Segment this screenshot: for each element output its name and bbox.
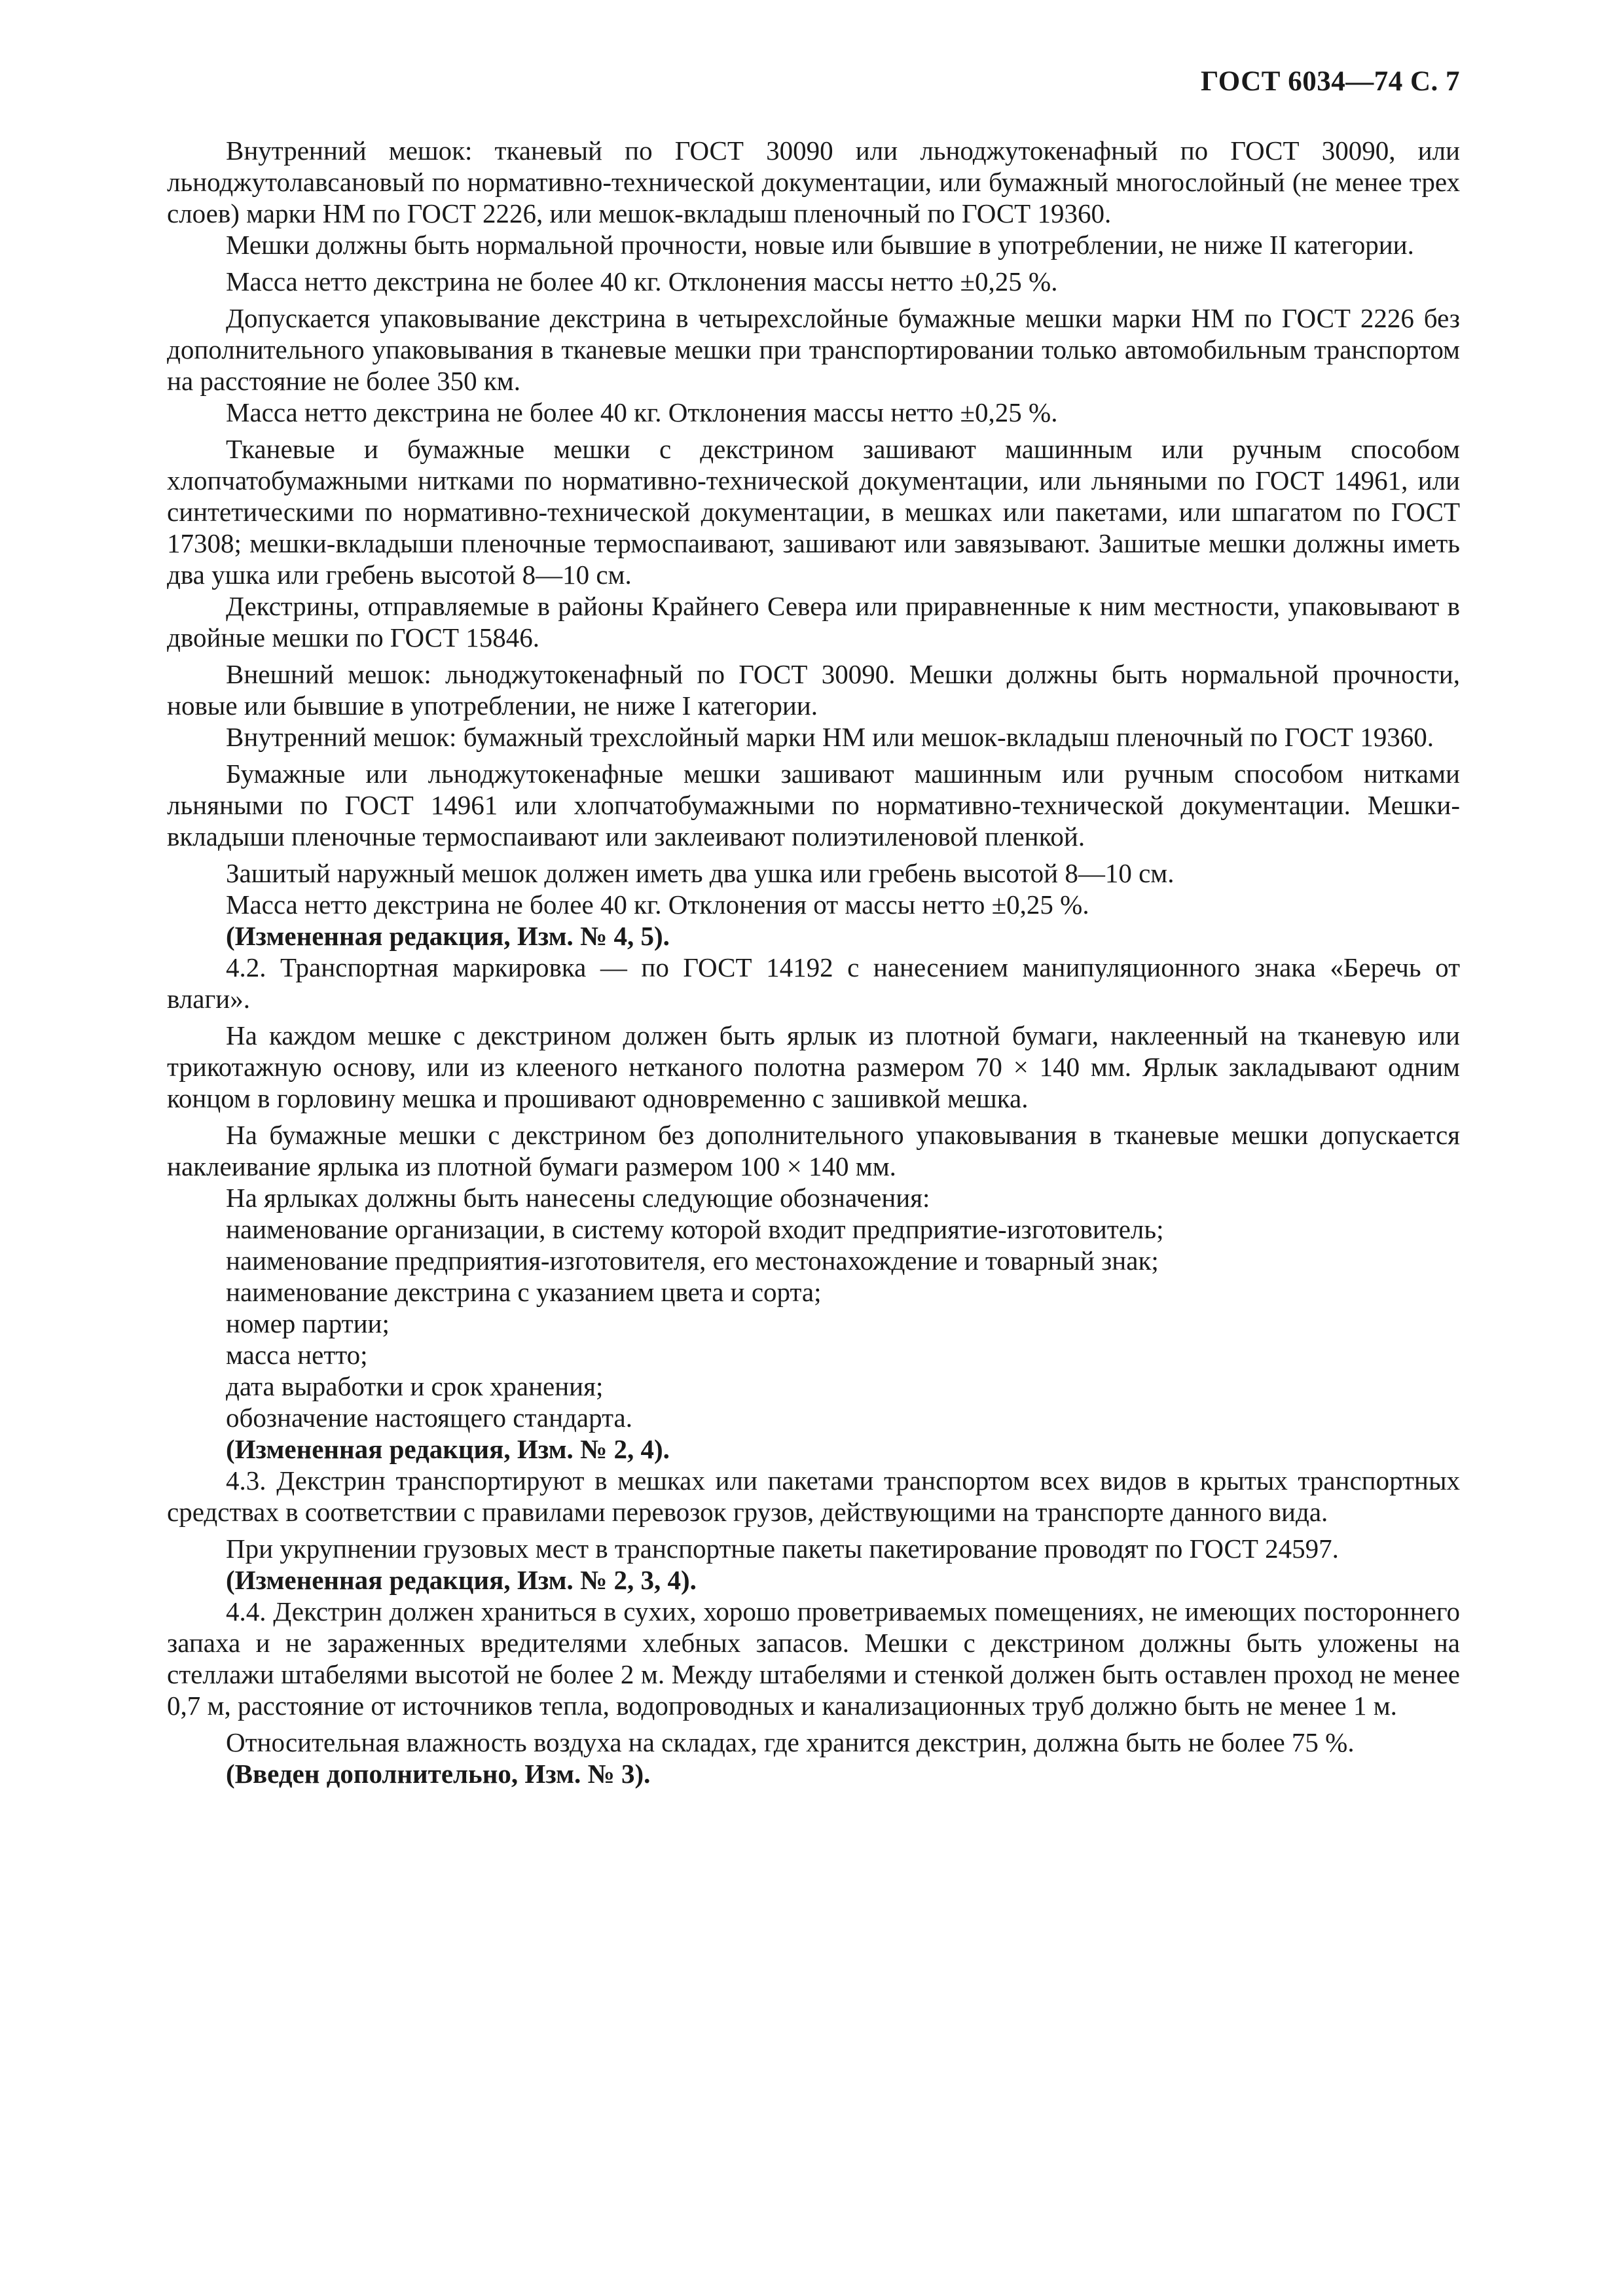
paragraph: Бумажные или льноджутокенафные мешки зашивают машинным или ручным способом нитками льняными по ГОСТ 14961 или хлопчатобумажными по нормативно-технической документации. Мешки-вкладыши пленочные термоспаивают или заклеивают полиэтиленовой пленкой. <box>167 759 1460 852</box>
list-item: наименование организации, в систему которой входит предприятие-изготовитель; <box>226 1214 1164 1244</box>
paragraph: Зашитый наружный мешок должен иметь два ушка или гребень высотой 8—10 см. <box>226 858 1175 888</box>
paragraph: Масса нетто декстрина не более 40 кг. Отклонения массы нетто ±0,25 %. <box>226 397 1058 427</box>
section-4-3: 4.3. Декстрин транспортируют в мешках или пакетами транспортом всех видов в крытых транспортных средствах в соответствии с правилами перевозок грузов, действующими на транспорте данного вида. <box>167 1465 1460 1527</box>
paragraph: Допускается упаковывание декстрина в четырехслойные бумажные мешки марки НМ по ГОСТ 2226 без дополнительного упаковывания в тканевые мешки при транспортировании только автомобильным транспортом на расстояние не более 350 км. <box>167 303 1460 396</box>
amendment-note: (Измененная редакция, Изм. № 2, 3, 4). <box>226 1565 697 1595</box>
paragraph: Мешки должны быть нормальной прочности, новые или бывшие в употреблении, не ниже II категории. <box>226 230 1414 260</box>
paragraph: Декстрины, отправляемые в районы Крайнего Севера или приравненные к ним местности, упаковывают в двойные мешки по ГОСТ 15846. <box>167 591 1460 653</box>
list-item: обозначение настоящего стандарта. <box>226 1403 632 1433</box>
paragraph: На бумажные мешки с декстрином без дополнительного упаковывания в тканевые мешки допускается наклеивание ярлыка из плотной бумаги размером 100 × 140 мм. <box>167 1120 1460 1181</box>
paragraph: При укрупнении грузовых мест в транспортные пакеты пакетирование проводят по ГОСТ 24597. <box>226 1534 1339 1564</box>
paragraph: Внешний мешок: льноджутокенафный по ГОСТ 30090. Мешки должны быть нормальной прочности, новые или бывшие в употреблении, не ниже I категории. <box>167 659 1460 721</box>
list-item: номер партии; <box>226 1308 390 1338</box>
paragraph: Масса нетто декстрина не более 40 кг. Отклонения от массы нетто ±0,25 %. <box>226 889 1089 920</box>
amendment-note: (Введен дополнительно, Изм. № 3). <box>226 1759 651 1789</box>
amendment-note: (Измененная редакция, Изм. № 2, 4). <box>226 1434 670 1464</box>
paragraph: Внутренний мешок: тканевый по ГОСТ 30090 или льноджутокенафный по ГОСТ 30090, или льноджутолавсановый по нормативно-технической документации, или бумажный многослойный (не менее трех слоев) марки НМ по ГОСТ 2226, или мешок-вкладыш пленочный по ГОСТ 19360. <box>167 135 1460 228</box>
paragraph: Масса нетто декстрина не более 40 кг. Отклонения массы нетто ±0,25 %. <box>226 266 1058 296</box>
paragraph: Тканевые и бумажные мешки с декстрином зашивают машинным или ручным способом хлопчатобумажными нитками по нормативно-технической документации, или льняными по ГОСТ 14961, или синтетическими по нормативно-технической документации, в мешках или пакетами, или шпагатом по ГОСТ 17308; мешки-вкладыши пленочные термоспаивают, зашивают или завязывают. Зашитые мешки должны иметь два ушка или гребень высотой 8—10 см. <box>167 434 1460 590</box>
paragraph: На ярлыках должны быть нанесены следующие обозначения: <box>226 1183 930 1213</box>
document-body <box>167 135 1460 1789</box>
section-4-4: 4.4. Декстрин должен храниться в сухих, хорошо проветриваемых помещениях, не имеющих постороннего запаха и не зараженных вредителями хлебных запасов. Мешки с декстрином должны быть уложены на стеллажи штабелями высотой не более 2 м. Между штабелями и стенкой должен быть оставлен проход не менее 0,7 м, расстояние от источников тепла, водопроводных и канализационных труб должно быть не менее 1 м. <box>167 1596 1460 1721</box>
list-item: наименование предприятия-изготовителя, его местонахождение и товарный знак; <box>226 1246 1159 1276</box>
list-item: дата выработки и срок хранения; <box>226 1371 604 1401</box>
list-item: наименование декстрина с указанием цвета и сорта; <box>226 1277 822 1307</box>
paragraph: На каждом мешке с декстрином должен быть ярлык из плотной бумаги, наклеенный на тканевую или трикотажную основу, или из клееного нетканого полотна размером 70 × 140 мм. Ярлык закладывают одним концом в горловину мешка и прошивают одновременно с зашивкой мешка. <box>167 1020 1460 1113</box>
amendment-note: (Измененная редакция, Изм. № 4, 5). <box>226 921 670 951</box>
section-4-2: 4.2. Транспортная маркировка — по ГОСТ 14192 с нанесением манипуляционного знака «Беречь от влаги». <box>167 952 1460 1014</box>
paragraph: Внутренний мешок: бумажный трехслойный марки НМ или мешок-вкладыш пленочный по ГОСТ 19360. <box>226 722 1434 752</box>
list-item: масса нетто; <box>226 1340 368 1370</box>
page-header: ГОСТ 6034—74 С. 7 <box>1200 66 1460 97</box>
paragraph: Относительная влажность воздуха на складах, где хранится декстрин, должна быть не более 75 %. <box>226 1727 1355 1757</box>
